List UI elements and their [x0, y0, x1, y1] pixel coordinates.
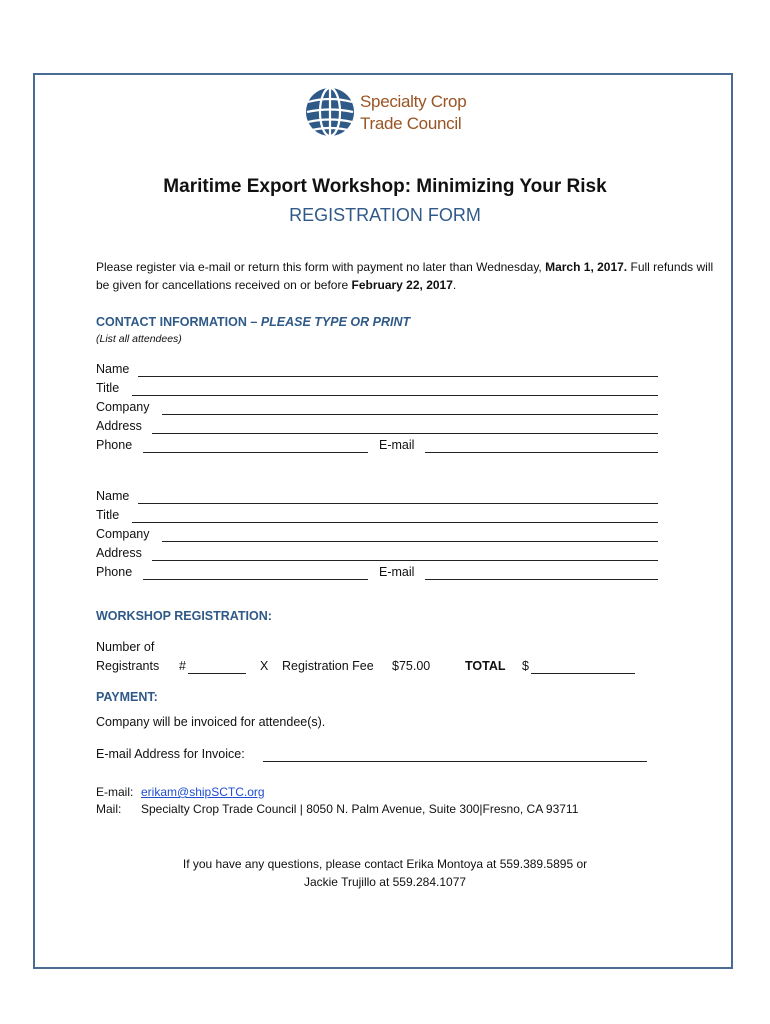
- email-label: E-mail: [379, 438, 415, 452]
- title-field[interactable]: [132, 381, 658, 396]
- workshop-heading: WORKSHOP REGISTRATION:: [96, 609, 272, 623]
- contact-heading-main: CONTACT INFORMATION –: [96, 315, 261, 329]
- globe-icon: [304, 86, 356, 138]
- contact-heading: [96, 315, 410, 329]
- fee-label: Registration Fee: [282, 659, 374, 673]
- contact-email-label: E-mail:: [96, 785, 134, 799]
- phone-label: Phone: [96, 438, 133, 452]
- contact-email-link[interactable]: erikam@shipSCTC.org: [141, 785, 265, 799]
- address-label: Address: [96, 419, 142, 433]
- refund-date: February 22, 2017: [351, 278, 453, 292]
- name-label: Name: [96, 489, 130, 503]
- company-field[interactable]: [162, 400, 658, 415]
- invoice-email-label: E-mail Address for Invoice:: [96, 747, 245, 761]
- intro-text-2: Full refunds will be given for cancellations received on or before: [96, 260, 714, 292]
- times-symbol: X: [260, 659, 269, 673]
- title-label: Title: [96, 508, 120, 522]
- invoice-email-field[interactable]: [263, 747, 647, 762]
- form-subtitle: REGISTRATION FORM: [289, 205, 481, 225]
- address-field[interactable]: [152, 419, 658, 434]
- hash-label: #: [179, 659, 186, 673]
- logo-line-2: Trade Council: [360, 114, 462, 133]
- sctc-logo: [304, 86, 484, 146]
- company-label: Company: [96, 400, 150, 414]
- title-label: Title: [96, 381, 120, 395]
- email-field[interactable]: [425, 565, 658, 580]
- phone-field[interactable]: [143, 438, 368, 453]
- attendees-note: (List all attendees): [96, 333, 182, 345]
- title-field[interactable]: [132, 508, 658, 523]
- footer-line-2: Jackie Trujillo at 559.284.1077: [303, 875, 467, 889]
- intro-text-3: .: [452, 278, 457, 292]
- fee-value: $75.00: [392, 659, 431, 673]
- invoice-text: Company will be invoiced for attendee(s).: [96, 715, 326, 729]
- form-title: Maritime Export Workshop: Minimizing Your Risk: [163, 176, 607, 197]
- mail-address: Specialty Crop Trade Council | 8050 N. Palm Avenue, Suite 300|Fresno, CA 93711: [141, 802, 579, 816]
- total-field[interactable]: [531, 659, 635, 674]
- name-field[interactable]: [138, 362, 658, 377]
- footer-line-1: If you have any questions, please contact Erika Montoya at 559.389.5895 or: [182, 857, 588, 871]
- email-field[interactable]: [425, 438, 658, 453]
- deadline-date: March 1, 2017.: [545, 260, 628, 274]
- dollar-sign: $: [522, 659, 529, 673]
- name-field[interactable]: [138, 489, 658, 504]
- company-label: Company: [96, 527, 150, 541]
- phone-field[interactable]: [143, 565, 368, 580]
- company-field[interactable]: [162, 527, 658, 542]
- contact-heading-italic: PLEASE TYPE OR PRINT: [260, 315, 411, 329]
- phone-label: Phone: [96, 565, 133, 579]
- total-label: TOTAL: [465, 659, 506, 673]
- number-of-label: Number of: [96, 640, 155, 654]
- name-label: Name: [96, 362, 130, 376]
- email-label: E-mail: [379, 565, 415, 579]
- intro-text-1: Please register via e-mail or return this form with payment no later than Wednesday,: [96, 260, 546, 274]
- address-label: Address: [96, 546, 142, 560]
- registrants-label: Registrants: [96, 659, 160, 673]
- logo-line-1: Specialty Crop: [360, 92, 467, 111]
- payment-heading: PAYMENT:: [96, 690, 158, 704]
- address-field[interactable]: [152, 546, 658, 561]
- intro-paragraph: [96, 258, 716, 294]
- mail-label: Mail:: [96, 802, 122, 816]
- registrants-count-field[interactable]: [188, 659, 246, 674]
